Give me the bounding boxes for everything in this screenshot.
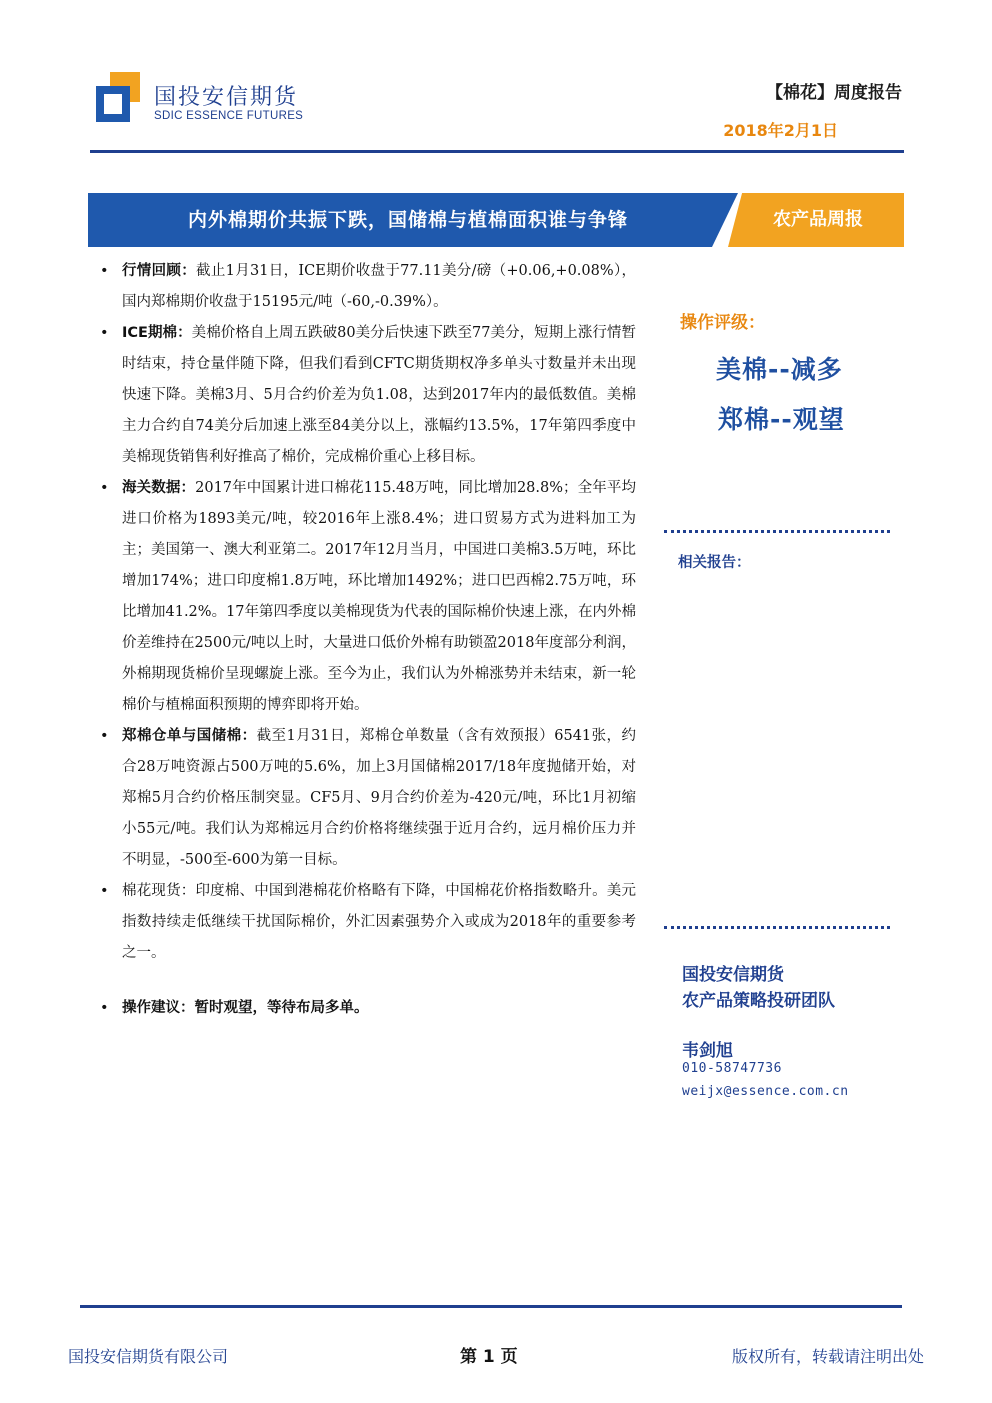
bullet-ice-cotton [96,318,636,473]
rating-label: 操作评级： [680,313,765,333]
bullet-key: 行情回顾： [122,263,197,279]
footer-divider [80,1305,902,1308]
bullet-spacer [96,969,636,993]
bullet-text: 截至1月31日，郑棉仓单数量（含有效预报）6541张，约合28万吨资源占500万吨的5.6%，加上3月国储棉2017/18年度抛储开始，对郑棉5月合约价格压制突显。CF5月、9月合约价差为-420元/吨，环比1月初缩小55元/吨。我们认为郑棉远月合约价格将继续强于近月合约，远月棉价压力并不明显，-500至-600为第一目标。 [122,728,637,868]
company-logo [96,72,316,132]
bullet-customs-data [96,473,636,721]
bullet-icon: • [100,325,109,341]
footer-copyright: 版权所有，转载请注明出处 [731,1347,924,1366]
bullet-icon: • [100,480,109,496]
analyst-name: 韦剑旭 [682,1041,733,1061]
report-category: 农产品周报 [773,209,863,230]
bullet-warehouse-reserve [96,721,636,876]
sidebar-divider [664,530,890,533]
bullet-icon: • [100,263,109,279]
related-reports-label: 相关报告： [678,555,751,571]
analyst-team: 农产品策略投研团队 [682,991,835,1011]
bullet-text: 棉花现货：印度棉、中国到港棉花价格略有下降，中国棉花价格指数略升。美元指数持续走低继续干扰国际棉价，外汇因素强势介入或成为2018年的重要参考之一。 [122,883,636,961]
rating-us-cotton: 美棉--减多 [716,355,843,384]
report-type: 【棉花】周度报告 [766,83,902,103]
bullet-icon: • [100,883,109,899]
footer-company: 国投安信期货有限公司 [68,1347,229,1366]
bullet-key: 郑棉仓单与国储棉： [122,728,257,744]
header-divider [90,150,904,153]
bullet-icon: • [100,1000,109,1016]
bullet-operation-advice [96,993,636,1024]
summary-bullets [96,256,636,1024]
analyst-email[interactable]: weijx@essence.com.cn [682,1084,849,1099]
analyst-company: 国投安信期货 [682,965,784,985]
bullet-key: 海关数据： [122,480,196,496]
logo-text-en: SDIC ESSENCE FUTURES [154,110,304,122]
bullet-icon: • [100,728,109,744]
bullet-market-review [96,256,636,318]
logo-text-cn: 国投安信期货 [154,85,299,110]
logo-mark-icon [96,72,144,124]
analyst-phone: 010-58747736 [682,1061,782,1076]
bullet-text: 2017年中国累计进口棉花115.48万吨，同比增加28.8%；全年平均进口价格为1893美元/吨，较2016年上涨8.4%；进口贸易方式为进料加工为主；美国第一、澳大利亚第二。2017年12月当月，中国进口美棉3.5万吨，环比增加174%；进口印度棉1.8万吨，环比增加1492%；进口巴西棉2.75万吨，环比增加41.2%。17年第四季度以美棉现货为代表的国际棉价快速上涨，在内外棉价差维持在2500元/吨以上时，大量进口低价外棉有助锁盈2018年度部分利润，外棉期现货棉价呈现螺旋上涨。至今为止，我们认为外棉涨势并未结束，新一轮棉价与植棉面积预期的博弈即将开始。 [122,480,637,713]
bullet-key: ICE期棉： [122,325,192,341]
rating-zz-cotton: 郑棉--观望 [718,405,845,434]
title-banner [88,193,904,247]
bullet-spot-cotton [96,876,636,969]
sidebar-divider [664,926,890,929]
bullet-text: 暂时观望，等待布局多单。 [194,1000,369,1016]
page-number: 第 1 页 [460,1347,518,1367]
bullet-text: 美棉价格自上周五跌破80美分后快速下跌至77美分，短期上涨行情暂时结束，持仓量伴随下降，但我们看到CFTC期货期权净多单头寸数量并未出现快速下降。美棉3月、5月合约价差为负1.08，达到2017年内的最低数值。美棉主力合约自74美分后加速上涨至84美分以上，涨幅约13.5%，17年第四季度中美棉现货销售利好推高了棉价，完成棉价重心上移目标。 [122,325,636,465]
report-title: 内外棉期价共振下跌，国储棉与植棉面积谁与争锋 [187,209,628,231]
report-date: 2018年2月1日 [723,121,838,140]
bullet-text: 截止1月31日，ICE期价收盘于77.11美分/磅（+0.06,+0.08%），国内郑棉期价收盘于15195元/吨（-60,-0.39%）。 [122,263,637,310]
bullet-key: 操作建议： [122,1000,195,1016]
